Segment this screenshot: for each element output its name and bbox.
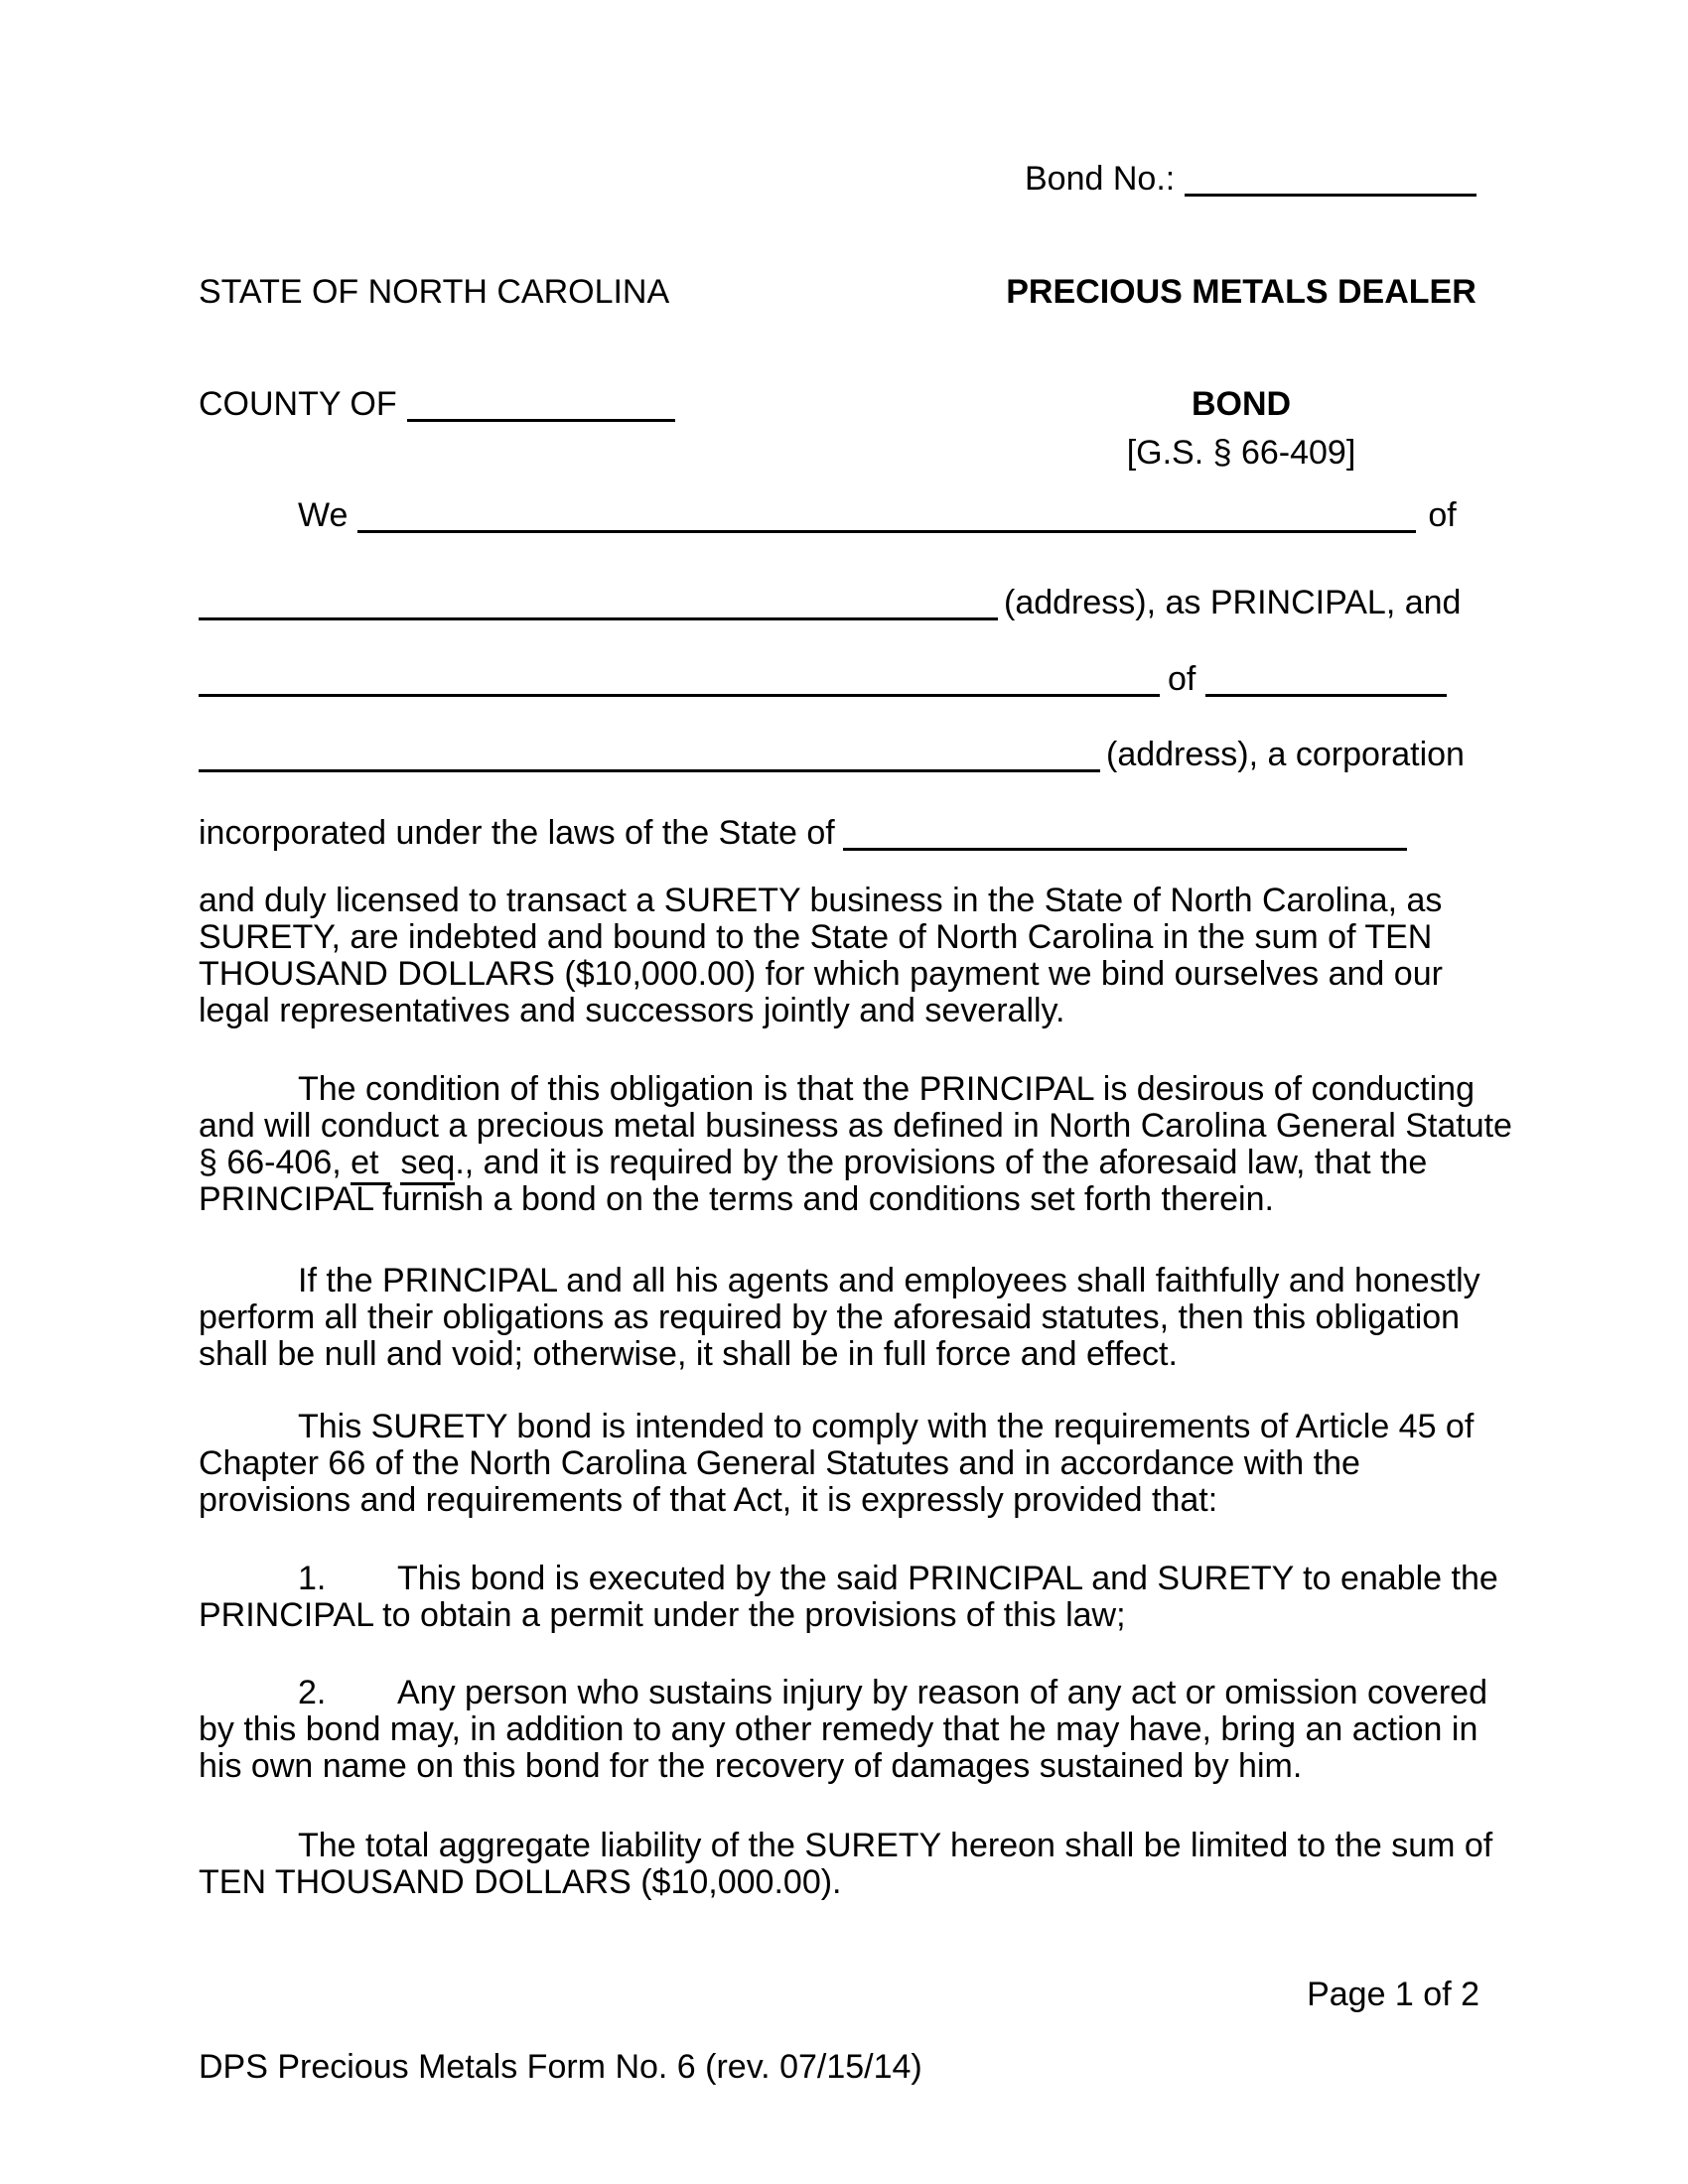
text-segment: This SURETY bond is intended to comply with the requirements of Article 45 of <box>298 1408 1475 1445</box>
text-line: legal representatives and successors jointly and severally. <box>199 992 1065 1029</box>
text-line: THOUSAND DOLLARS ($10,000.00) for which payment we bind ourselves and our <box>199 955 1443 993</box>
state-line: STATE OF NORTH CAROLINA <box>199 273 670 311</box>
item-number: 1. <box>298 1560 327 1597</box>
paragraph-condition <box>199 1071 1512 1218</box>
bond-no-label: Bond No.: <box>1025 160 1176 198</box>
text-line: provisions and requirements of that Act, it is expressly provided that: <box>199 1481 1218 1519</box>
text-segment: If the PRINCIPAL and all his agents and employees shall faithfully and honestly <box>298 1262 1480 1299</box>
text-line: TEN THOUSAND DOLLARS ($10,000.00). <box>199 1863 842 1901</box>
principal-name-blank <box>357 530 1416 533</box>
paragraph-aggregate-liability <box>199 1828 1492 1901</box>
text-segment: Any person who sustains injury by reason of any act or omission covered <box>397 1674 1487 1711</box>
county-blank <box>407 419 675 422</box>
text-line: perform all their obligations as required by the aforesaid statutes, then this obligation <box>199 1298 1461 1336</box>
state-of-incorporation-blank <box>843 848 1407 851</box>
text-line <box>199 1145 1512 1181</box>
fill-line-we <box>199 497 1457 534</box>
fill-line-surety <box>199 661 1447 698</box>
text-segment: § 66-406, <box>199 1144 352 1181</box>
text-line <box>199 1263 1480 1299</box>
of-label: of <box>1428 496 1457 534</box>
seq-underlined: seq <box>400 1144 455 1185</box>
fill-line-principal-address <box>199 585 1461 621</box>
text-line: SURETY, are indebted and bound to the State of North Carolina in the sum of TEN <box>199 918 1433 956</box>
text-line <box>199 1675 1487 1711</box>
form-number: DPS Precious Metals Form No. 6 (rev. 07/15/14) <box>199 2048 922 2086</box>
text-line: his own name on this bond for the recovery of damages sustained by him. <box>199 1747 1303 1785</box>
text-line: PRINCIPAL furnish a bond on the terms and conditions set forth therein. <box>199 1180 1274 1218</box>
text-line: Chapter 66 of the North Carolina General Statutes and in accordance with the <box>199 1444 1360 1482</box>
text-segment: This bond is executed by the said PRINCIPAL and SURETY to enable the <box>397 1560 1498 1597</box>
numbered-item-2 <box>199 1675 1487 1785</box>
text-line: and will conduct a precious metal business as defined in North Carolina General Statute <box>199 1107 1512 1145</box>
county-label: COUNTY OF <box>199 385 397 423</box>
text-segment: The total aggregate liability of the SURETY hereon shall be limited to the sum of <box>298 1827 1493 1864</box>
text-line <box>199 1561 1498 1597</box>
et-underlined: et <box>351 1144 390 1185</box>
paragraph-comply <box>199 1409 1474 1519</box>
item-number: 2. <box>298 1674 327 1711</box>
surety-name-blank <box>199 694 1160 697</box>
numbered-item-1 <box>199 1561 1498 1634</box>
text-line: and duly licensed to transact a SURETY business in the State of North Carolina, as <box>199 882 1443 919</box>
address-principal-label: (address), as PRINCIPAL, and <box>1004 584 1462 621</box>
text-line <box>199 1071 1512 1108</box>
of-label-2: of <box>1168 660 1196 698</box>
surety-address-blank <box>199 769 1100 772</box>
county-row <box>199 386 675 423</box>
bond-no-row <box>1025 161 1477 198</box>
text-line <box>199 1409 1474 1445</box>
text-line: shall be null and void; otherwise, it shall be in full force and effect. <box>199 1335 1178 1373</box>
text-line: by this bond may, in addition to any other remedy that he may have, bring an action in <box>199 1710 1478 1748</box>
text-line <box>199 1828 1492 1864</box>
surety-location-blank <box>1205 694 1447 697</box>
paragraph-obligation <box>199 1263 1480 1373</box>
we-label: We <box>298 496 349 534</box>
fill-line-incorporated <box>199 815 1407 852</box>
text-segment: ., and it is required by the provisions of the aforesaid law, that the <box>455 1144 1428 1181</box>
text-segment: The condition of this obligation is that the PRINCIPAL is desirous of conducting <box>298 1070 1475 1108</box>
address-corporation-label: (address), a corporation <box>1106 736 1465 773</box>
bond-no-blank <box>1185 194 1477 197</box>
page-number: Page 1 of 2 <box>1307 1976 1479 2013</box>
fill-line-surety-address <box>199 737 1465 773</box>
text-line: PRINCIPAL to obtain a permit under the provisions of this law; <box>199 1596 1126 1634</box>
incorporated-label: incorporated under the laws of the State of <box>199 814 835 852</box>
statute-reference: [G.S. § 66-409] <box>1126 434 1356 472</box>
principal-address-blank <box>199 617 998 620</box>
form-title-line1: PRECIOUS METALS DEALER <box>1006 273 1477 311</box>
form-title-line2: BOND <box>1191 385 1292 423</box>
paragraph-indebted <box>199 883 1443 1029</box>
